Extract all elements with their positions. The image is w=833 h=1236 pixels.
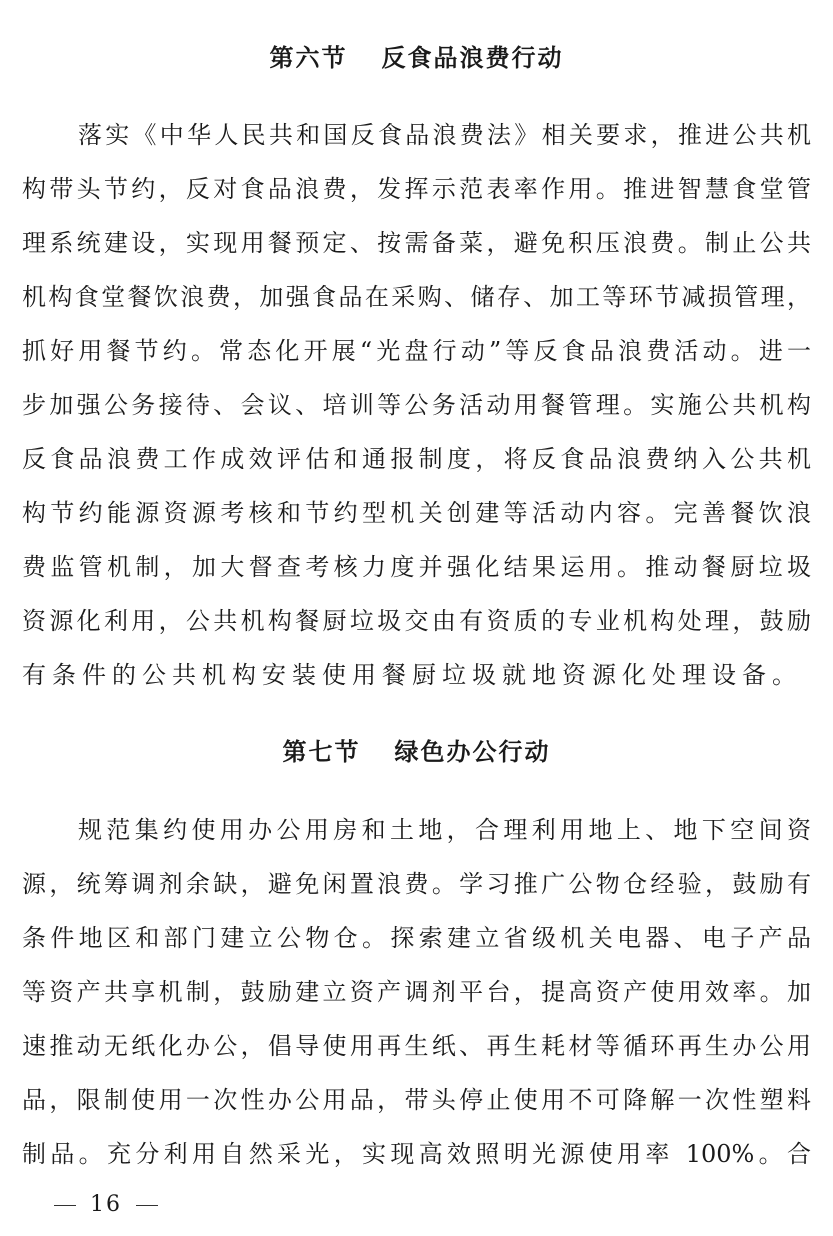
- section-title: 反食品浪费行动: [381, 43, 564, 72]
- text-line: 机构食堂餐饮浪费，加强食品在采购、储存、加工等环节减损管理，: [22, 283, 811, 311]
- section-number: 第七节: [282, 737, 361, 766]
- text-line: 品，限制使用一次性办公用品，带头停止使用不可降解一次性塑料: [22, 1086, 811, 1114]
- text-line: 资源化利用，公共机构餐厨垃圾交由有资质的专业机构处理，鼓励: [22, 607, 811, 635]
- text-line: 落实《中华人民共和国反食品浪费法》相关要求，推进公共机: [78, 121, 811, 149]
- text-line: 反食品浪费工作成效评估和通报制度，将反食品浪费纳入公共机: [22, 445, 811, 473]
- page-number-text: 16: [90, 1192, 122, 1217]
- page-number: [40, 1190, 172, 1220]
- section-number: 第六节: [269, 43, 348, 72]
- text-line: 有条件的公共机构安装使用餐厨垃圾就地资源化处理设备。: [22, 661, 802, 689]
- text-line: 等资产共享机制，鼓励建立资产调剂平台，提高资产使用效率。加: [22, 978, 811, 1006]
- text-line: 费监管机制，加大督查考核力度并强化结果运用。推动餐厨垃圾: [22, 553, 811, 581]
- text-line: 理系统建设，实现用餐预定、按需备菜，避免积压浪费。制止公共: [22, 229, 811, 257]
- text-line: 抓好用餐节约。常态化开展“光盘行动”等反食品浪费活动。进一: [22, 337, 811, 365]
- text-line: 构节约能源资源考核和节约型机关创建等活动内容。完善餐饮浪: [22, 499, 811, 527]
- text-line: 源，统筹调剂余缺，避免闲置浪费。学习推广公物仓经验，鼓励有: [22, 870, 811, 898]
- text-line: 速推动无纸化办公，倡导使用再生纸、再生耗材等循环再生办公用: [22, 1032, 811, 1060]
- dash-left: [54, 1205, 76, 1206]
- text-line: 条件地区和部门建立公物仓。探索建立省级机关电器、电子产品: [22, 924, 811, 952]
- text-line: 步加强公务接待、会议、培训等公务活动用餐管理。实施公共机构: [22, 391, 811, 419]
- section-heading-7: [0, 725, 833, 779]
- section-heading-6: [0, 31, 833, 85]
- dash-right: [136, 1205, 158, 1206]
- text-line: 规范集约使用办公用房和土地，合理利用地上、地下空间资: [78, 816, 811, 844]
- paragraph-section-6: [22, 108, 811, 702]
- paragraph-section-7: [22, 803, 811, 1181]
- section-title: 绿色办公行动: [394, 737, 551, 766]
- text-line: 构带头节约，反对食品浪费，发挥示范表率作用。推进智慧食堂管: [22, 175, 811, 203]
- text-line: 制品。充分利用自然采光，实现高效照明光源使用率 100%。合: [22, 1140, 811, 1168]
